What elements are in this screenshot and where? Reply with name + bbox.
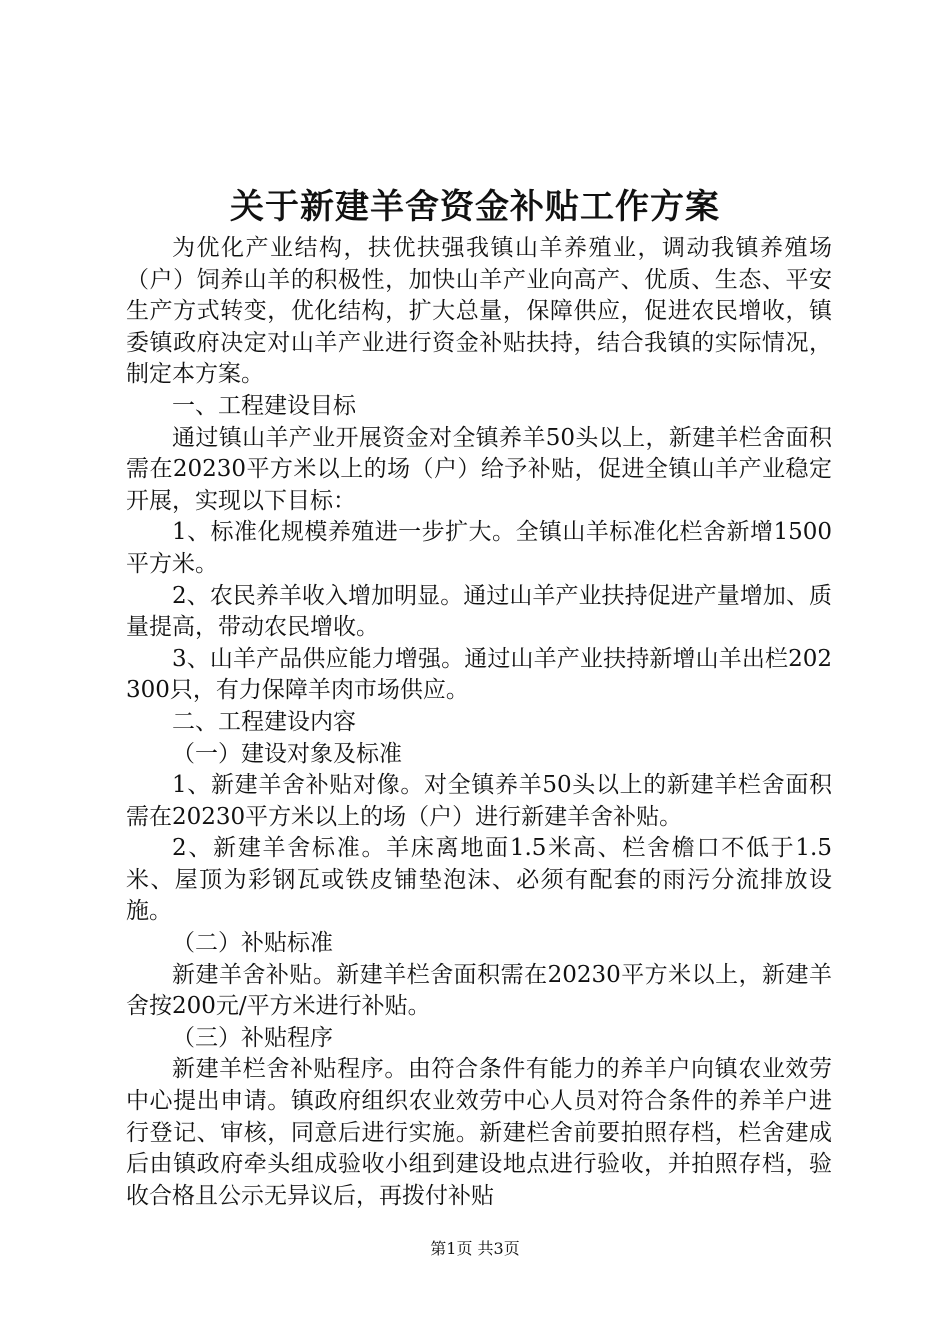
heading-section-1: 一、工程建设目标 — [172, 392, 356, 419]
heading-subsection-3: （三）补贴程序 — [172, 1024, 333, 1051]
paragraph-target: 1、新建羊舍补贴对像。对全镇养羊50头以上的新建羊栏舍面积需在20230平方米以上的场（户）进行新建羊舍补贴。 — [126, 772, 832, 830]
page-footer: 第1页 共3页 — [430, 1239, 520, 1258]
document-body — [126, 233, 832, 1212]
paragraph-standard: 2、新建羊舍标准。羊床离地面1.5米高、栏舍檐口不低于1.5米、屋顶为彩钢瓦或铁皮铺垫泡沫、必须有配套的雨污分流排放设施。 — [126, 835, 832, 925]
paragraph-subsidy-standard: 新建羊舍补贴。新建羊栏舍面积需在20230平方米以上，新建羊舍按200元/平方米进行补贴。 — [126, 961, 832, 1020]
heading-subsection-1: （一）建设对象及标准 — [172, 740, 402, 767]
paragraph-intro: 为优化产业结构，扶优扶强我镇山羊养殖业，调动我镇养殖场（户）饲养山羊的积极性，加快山羊产业向高产、优质、生态、平安生产方式转变，优化结构，扩大总量，保障供应，促进农民增收，镇委镇政府决定对山羊产业进行资金补贴扶持，结合我镇的实际情况，制定本方案。 — [126, 235, 832, 388]
document-title: 关于新建羊舍资金补贴工作方案 — [230, 187, 720, 227]
paragraph-subsidy-procedure: 新建羊栏舍补贴程序。由符合条件有能力的养羊户向镇农业效劳中心提出申请。镇政府组织农业效劳中心人员对符合条件的养羊户进行登记、审核，同意后进行实施。新建栏舍前要拍照存档，栏舍建成后由镇政府牵头组成验收小组到建设地点进行验收，并拍照存档，验收合格且公示无异议后，再拨付补贴 — [126, 1056, 832, 1209]
paragraph-goals-intro: 通过镇山羊产业开展资金对全镇养羊50头以上，新建羊栏舍面积需在20230平方米以上的场（户）给予补贴，促进全镇山羊产业稳定开展，实现以下目标： — [126, 424, 832, 514]
paragraph-goal-3: 3、山羊产品供应能力增强。通过山羊产业扶持新增山羊出栏202300只，有力保障羊肉市场供应。 — [126, 645, 832, 704]
heading-subsection-2: （二）补贴标准 — [172, 930, 333, 957]
paragraph-goal-1: 1、标准化规模养殖进一步扩大。全镇山羊标准化栏舍新增1500平方米。 — [126, 519, 832, 577]
paragraph-goal-2: 2、农民养羊收入增加明显。通过山羊产业扶持促进产量增加、质量提高，带动农民增收。 — [126, 582, 832, 641]
heading-section-2: 二、工程建设内容 — [172, 708, 356, 735]
